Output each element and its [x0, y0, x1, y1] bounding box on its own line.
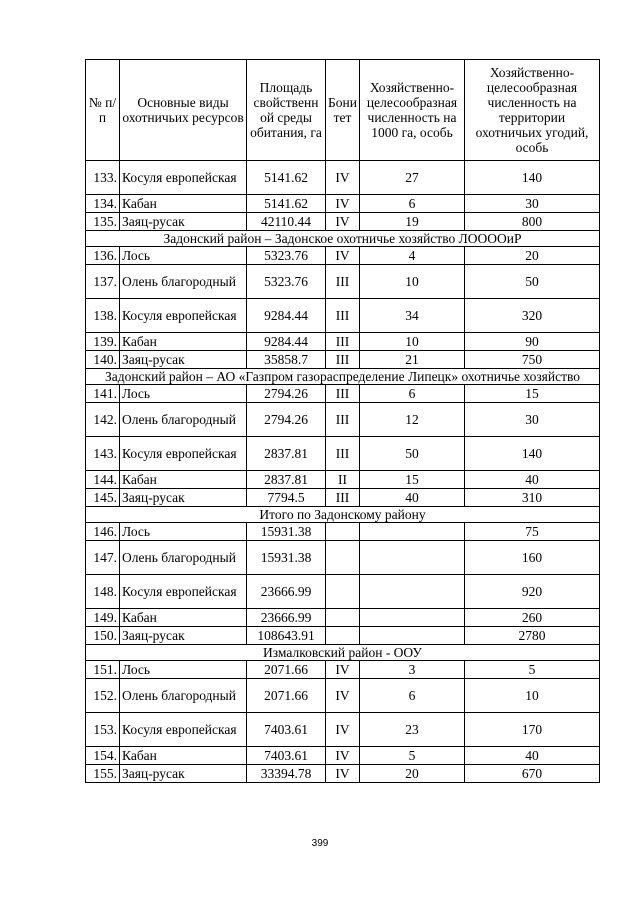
table-row [86, 385, 600, 403]
table-row [86, 575, 600, 609]
bonitet: IV [326, 679, 360, 713]
section-title: Задонский район – Задонское охотничье хозяйство ЛООООиР [86, 231, 600, 247]
habitat-area: 7403.61 [247, 713, 326, 747]
habitat-area: 2794.26 [247, 385, 326, 403]
row-number: 150. [86, 627, 120, 645]
bonitet: III [326, 385, 360, 403]
habitat-area: 2071.66 [247, 661, 326, 679]
bonitet [326, 609, 360, 627]
density [360, 523, 465, 541]
total-count: 15 [465, 385, 600, 403]
row-number: 153. [86, 713, 120, 747]
row-number: 144. [86, 471, 120, 489]
total-count: 30 [465, 403, 600, 437]
species-name: Кабан [120, 609, 247, 627]
density: 20 [360, 765, 465, 783]
density: 5 [360, 747, 465, 765]
species-name: Лось [120, 385, 247, 403]
bonitet: III [326, 265, 360, 299]
row-number: 133. [86, 161, 120, 195]
density [360, 609, 465, 627]
total-count: 40 [465, 471, 600, 489]
row-number: 145. [86, 489, 120, 507]
total-count: 2780 [465, 627, 600, 645]
row-number: 142. [86, 403, 120, 437]
density: 23 [360, 713, 465, 747]
species-name: Олень благородный [120, 403, 247, 437]
header-num: № п/п [86, 60, 120, 161]
row-number: 143. [86, 437, 120, 471]
total-count: 670 [465, 765, 600, 783]
species-name: Кабан [120, 333, 247, 351]
density: 40 [360, 489, 465, 507]
section-row [86, 645, 600, 661]
habitat-area: 15931.38 [247, 541, 326, 575]
table-header-row [86, 60, 600, 161]
total-count: 30 [465, 195, 600, 213]
section-title: Задонский район – АО «Газпром газораспределение Липецк» охотничье хозяйство [86, 369, 600, 385]
header-species: Основные виды охотничьих ресурсов [120, 60, 247, 161]
species-name: Олень благородный [120, 265, 247, 299]
table-row [86, 265, 600, 299]
total-count: 160 [465, 541, 600, 575]
species-name: Заяц-русак [120, 489, 247, 507]
header-bonitet: Бони тет [326, 60, 360, 161]
row-number: 141. [86, 385, 120, 403]
habitat-area: 7794.5 [247, 489, 326, 507]
total-count: 140 [465, 161, 600, 195]
total-count: 40 [465, 747, 600, 765]
bonitet: IV [326, 747, 360, 765]
section-title: Измалковский район - ООУ [86, 645, 600, 661]
table-row [86, 679, 600, 713]
density: 15 [360, 471, 465, 489]
density: 6 [360, 385, 465, 403]
habitat-area: 15931.38 [247, 523, 326, 541]
density: 6 [360, 679, 465, 713]
density: 12 [360, 403, 465, 437]
total-count: 920 [465, 575, 600, 609]
hunting-resources-table [85, 59, 600, 783]
habitat-area: 5141.62 [247, 161, 326, 195]
bonitet: III [326, 299, 360, 333]
row-number: 137. [86, 265, 120, 299]
row-number: 140. [86, 351, 120, 369]
total-count: 90 [465, 333, 600, 351]
row-number: 147. [86, 541, 120, 575]
table-row [86, 161, 600, 195]
habitat-area: 2837.81 [247, 471, 326, 489]
table-row [86, 627, 600, 645]
table-row [86, 471, 600, 489]
density: 3 [360, 661, 465, 679]
bonitet [326, 523, 360, 541]
row-number: 136. [86, 247, 120, 265]
density: 21 [360, 351, 465, 369]
total-count: 800 [465, 213, 600, 231]
header-area: Площадь свойственн ой среды обитания, га [247, 60, 326, 161]
table-row [86, 661, 600, 679]
bonitet: IV [326, 713, 360, 747]
row-number: 148. [86, 575, 120, 609]
species-name: Косуля европейская [120, 437, 247, 471]
total-count: 170 [465, 713, 600, 747]
table-row [86, 437, 600, 471]
row-number: 155. [86, 765, 120, 783]
table-row [86, 213, 600, 231]
density: 50 [360, 437, 465, 471]
row-number: 135. [86, 213, 120, 231]
species-name: Лось [120, 523, 247, 541]
density: 27 [360, 161, 465, 195]
species-name: Заяц-русак [120, 351, 247, 369]
header-density: Хозяйственно-целесообразная численность на 1000 га, особь [360, 60, 465, 161]
bonitet: IV [326, 213, 360, 231]
row-number: 151. [86, 661, 120, 679]
species-name: Заяц-русак [120, 627, 247, 645]
habitat-area: 7403.61 [247, 747, 326, 765]
table-row [86, 541, 600, 575]
habitat-area: 5141.62 [247, 195, 326, 213]
density [360, 627, 465, 645]
total-count: 140 [465, 437, 600, 471]
density: 4 [360, 247, 465, 265]
bonitet [326, 541, 360, 575]
header-total: Хозяйственно-целесообразная численность на территории охотничьих угодий, особь [465, 60, 600, 161]
bonitet: III [326, 489, 360, 507]
page-number: 399 [311, 838, 329, 849]
row-number: 146. [86, 523, 120, 541]
species-name: Олень благородный [120, 541, 247, 575]
bonitet: IV [326, 247, 360, 265]
habitat-area: 42110.44 [247, 213, 326, 231]
row-number: 154. [86, 747, 120, 765]
bonitet: IV [326, 195, 360, 213]
habitat-area: 2071.66 [247, 679, 326, 713]
table-body [86, 161, 600, 783]
density: 10 [360, 333, 465, 351]
table-row [86, 489, 600, 507]
table-row [86, 713, 600, 747]
species-name: Косуля европейская [120, 161, 247, 195]
section-row [86, 507, 600, 523]
table-row [86, 333, 600, 351]
bonitet: III [326, 403, 360, 437]
table-row [86, 195, 600, 213]
species-name: Косуля европейская [120, 299, 247, 333]
habitat-area: 9284.44 [247, 299, 326, 333]
habitat-area: 23666.99 [247, 575, 326, 609]
species-name: Лось [120, 247, 247, 265]
table-row [86, 351, 600, 369]
bonitet: III [326, 333, 360, 351]
section-row [86, 369, 600, 385]
total-count: 750 [465, 351, 600, 369]
bonitet: III [326, 437, 360, 471]
bonitet: III [326, 351, 360, 369]
table-row [86, 609, 600, 627]
species-name: Заяц-русак [120, 765, 247, 783]
total-count: 20 [465, 247, 600, 265]
habitat-area: 5323.76 [247, 265, 326, 299]
table-row [86, 247, 600, 265]
total-count: 10 [465, 679, 600, 713]
species-name: Кабан [120, 195, 247, 213]
habitat-area: 9284.44 [247, 333, 326, 351]
habitat-area: 2837.81 [247, 437, 326, 471]
bonitet: II [326, 471, 360, 489]
total-count: 310 [465, 489, 600, 507]
row-number: 139. [86, 333, 120, 351]
total-count: 320 [465, 299, 600, 333]
section-row [86, 231, 600, 247]
row-number: 152. [86, 679, 120, 713]
section-title: Итого по Задонскому району [86, 507, 600, 523]
table-row [86, 523, 600, 541]
density [360, 541, 465, 575]
habitat-area: 5323.76 [247, 247, 326, 265]
habitat-area: 23666.99 [247, 609, 326, 627]
habitat-area: 108643.91 [247, 627, 326, 645]
bonitet [326, 575, 360, 609]
species-name: Кабан [120, 471, 247, 489]
row-number: 149. [86, 609, 120, 627]
total-count: 50 [465, 265, 600, 299]
species-name: Косуля европейская [120, 713, 247, 747]
total-count: 260 [465, 609, 600, 627]
table-row [86, 765, 600, 783]
table-row [86, 747, 600, 765]
bonitet: IV [326, 765, 360, 783]
species-name: Косуля европейская [120, 575, 247, 609]
density: 6 [360, 195, 465, 213]
species-name: Олень благородный [120, 679, 247, 713]
bonitet: IV [326, 161, 360, 195]
species-name: Кабан [120, 747, 247, 765]
density: 10 [360, 265, 465, 299]
density [360, 575, 465, 609]
density: 34 [360, 299, 465, 333]
species-name: Лось [120, 661, 247, 679]
table-row [86, 299, 600, 333]
bonitet [326, 627, 360, 645]
species-name: Заяц-русак [120, 213, 247, 231]
habitat-area: 33394.78 [247, 765, 326, 783]
habitat-area: 2794.26 [247, 403, 326, 437]
density: 19 [360, 213, 465, 231]
total-count: 5 [465, 661, 600, 679]
bonitet: IV [326, 661, 360, 679]
total-count: 75 [465, 523, 600, 541]
row-number: 138. [86, 299, 120, 333]
habitat-area: 35858.7 [247, 351, 326, 369]
table-row [86, 403, 600, 437]
row-number: 134. [86, 195, 120, 213]
